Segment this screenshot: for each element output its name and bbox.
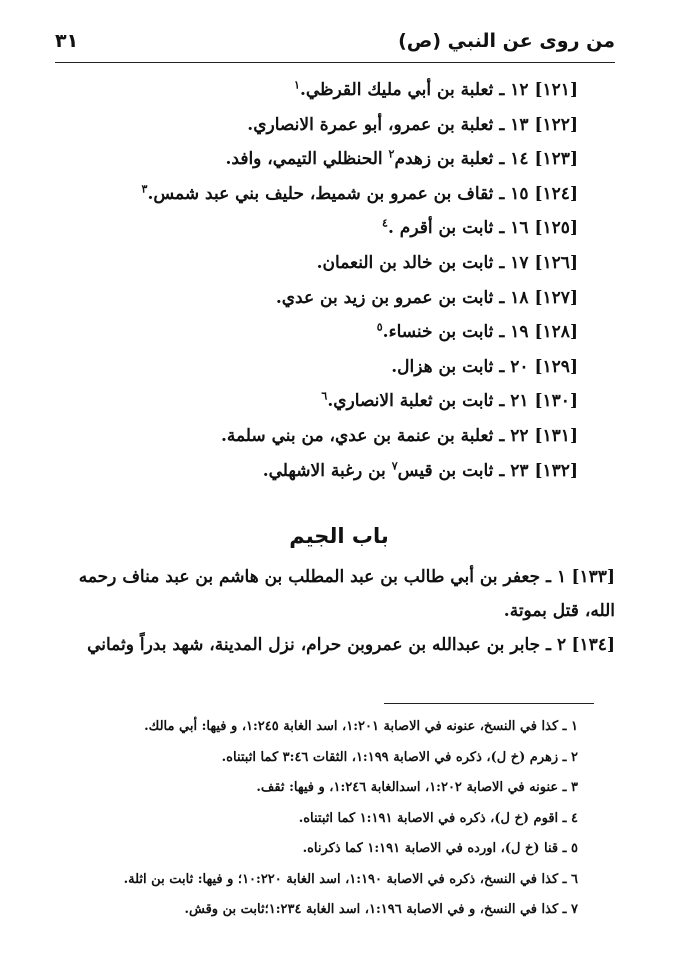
footnote-separator: [384, 703, 594, 704]
entry-124: [58, 177, 578, 212]
header-title: من روى عن النبي (ص): [398, 30, 615, 52]
entry-number: [١٣٣]: [571, 567, 615, 587]
entry-text: ١٥ ـ ثقاف بن عمرو بن شميط، حليف بني عبد شمس.: [147, 183, 529, 204]
entry-text: ١٩ ـ ثابت بن خنساء.: [382, 322, 529, 343]
entry-text: ٢٣ ـ ثابت بن قيس: [397, 460, 529, 481]
entry-131: [58, 419, 578, 454]
entry-text: ١٢ ـ ثعلبة بن أبي مليك القرظي.: [299, 80, 529, 100]
entry-number: [١٢٦]: [534, 252, 578, 273]
footnote-7: ٧ ـ كذا في النسخ، و في الاصابة ١:١٩٦، اسد الغابة ١:٢٣٤؛ثابت بن وقش.: [184, 902, 578, 917]
footnote-5: ٥ ـ قنا (خ ل)، اورده في الاصابة ١:١٩١ كما ذكرناه.: [302, 841, 578, 856]
entry-number: [١٢٩]: [534, 356, 578, 377]
footnote-3: ٣ ـ عنونه في الاصابة ١:٢٠٢، اسدالغابة ١:٢٤٦، و فيها: ثقف.: [256, 780, 578, 795]
footnote-marker: ٧: [391, 458, 398, 472]
entry-number: [١٣١]: [534, 425, 578, 446]
entry-123: [58, 142, 578, 177]
entry-125: [58, 211, 578, 246]
paragraph-text: ٢ ـ جابر بن عبدالله بن عمروبن حرام، نزل المدينة، شهد بدراً وثماني: [87, 635, 567, 655]
entry-126: [58, 246, 578, 281]
running-header: [55, 30, 615, 63]
entry-text: ١٦ ـ ثابت بن أقرم .: [387, 218, 529, 239]
footnote-marker: ٣: [141, 182, 148, 196]
entry-text: ١٧ ـ ثابت بن خالد بن النعمان.: [316, 252, 529, 273]
entry-number: [١٢٣]: [534, 149, 578, 170]
paragraph-134: [55, 628, 615, 662]
entry-text: ٢٢ ـ ثعلبة بن عنمة بن عدي، من بني سلمة.: [220, 425, 529, 446]
entry-number: [١٢٢]: [534, 114, 578, 135]
footnote-2: ٢ ـ زهرم (خ ل)، ذكره في الاصابة ١:١٩٩، الثقات ٣:٤٦ كما اثبتناه.: [221, 749, 578, 765]
entry-number: [١٣٠]: [534, 391, 578, 412]
entry-number: [١٢٨]: [534, 322, 578, 343]
entry-text: ١٤ ـ ثعلبة بن زهدم: [394, 149, 529, 170]
entry-number: [١٢٧]: [534, 287, 578, 308]
page-number: ٣١: [55, 30, 79, 52]
paragraph-133: [55, 560, 615, 628]
footnotes: [58, 712, 578, 926]
footnote-marker: ٦: [321, 389, 328, 403]
entry-122: [58, 108, 578, 143]
entry-number: [١٣٤]: [571, 635, 615, 655]
paragraph-text: ١ ـ جعفر بن أبي طالب بن عبد المطلب بن هاشم بن عبد مناف رحمه الله، قتل بموتة.: [78, 567, 615, 621]
entry-number: [١٣٢]: [534, 460, 578, 481]
entry-128: [58, 315, 578, 350]
entry-text-continued: بن رغبة الاشهلي.: [262, 460, 392, 481]
footnote-1: ١ ـ كذا في النسخ، عنونه في الاصابة ١:٢٠١، اسد الغابة ١:٢٤٥، و فيها: أبي مالك.: [144, 719, 578, 734]
footnote-4: ٤ ـ اقوم (خ ل)، ذكره في الاصابة ١:١٩١ كما اثبتناه.: [298, 810, 578, 826]
entry-number: [١٢١]: [534, 80, 578, 100]
entry-text: ٢١ ـ ثابت بن ثعلبة الانصاري.: [327, 391, 529, 412]
section-heading: باب الجيم: [289, 524, 389, 548]
entry-132: [58, 454, 578, 489]
footnote-marker: ٤: [382, 216, 388, 230]
entry-text: ٢٠ ـ ثابت بن هزال.: [391, 356, 529, 377]
entry-text: ١٨ ـ ثابت بن عمرو بن زيد بن عدي.: [275, 287, 529, 308]
footnote-marker: ١: [294, 78, 300, 92]
footnote-marker: ٥: [376, 320, 383, 334]
footnote-marker: ٢: [388, 147, 395, 161]
entry-121: [58, 73, 578, 108]
entry-text: ١٣ ـ ثعلبة بن عمرو، أبو عمرة الانصاري.: [247, 114, 529, 135]
entry-list: [58, 73, 578, 488]
entry-129: [58, 350, 578, 385]
entry-number: [١٢٥]: [534, 218, 578, 239]
entry-text-continued: الحنظلي التيمي، وافد.: [225, 149, 389, 170]
entry-130: [58, 384, 578, 419]
entry-number: [١٢٤]: [534, 183, 578, 204]
footnote-6: ٦ ـ كذا في النسخ، ذكره في الاصابة ١:١٩٠، اسد الغابة ١٠:٢٢٠؛ و فيها: ثابت بن اثلة.: [123, 871, 578, 887]
entry-127: [58, 281, 578, 316]
